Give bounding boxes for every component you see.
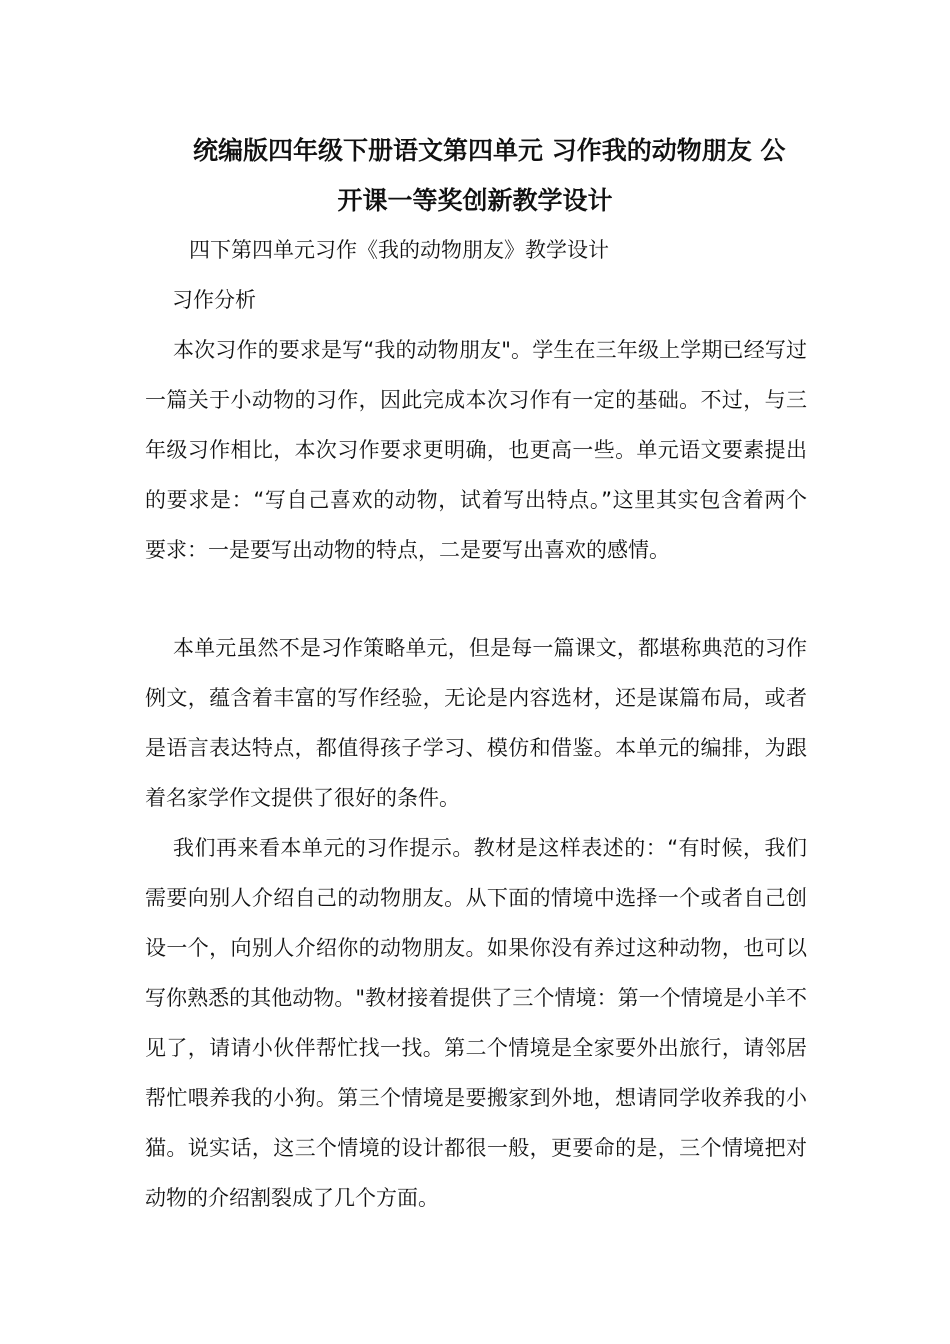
document-title-line-1: 统编版四年级下册语文第四单元 习作我的动物朋友 公: [193, 136, 786, 165]
document-subtitle: 四下第四单元习作《我的动物朋友》教学设计: [189, 238, 609, 262]
paragraph-2: 本单元虽然不是习作策略单元，但是每一篇课文，都堪称典范的习作例文，蕴含着丰富的写作经验，无论是内容选材，还是谋篇布局，或者是语言表达特点，都值得孩子学习、模仿和借鉴。本单元的编排，为跟着名家学作文提供了很好的条件。: [145, 636, 807, 810]
section-heading: 习作分析: [172, 288, 256, 312]
paragraph-3: 我们再来看本单元的习作提示。教材是这样表述的：“有时候，我们需要向别人介绍自己的动物朋友。从下面的情境中选择一个或者自己创设一个，向别人介绍你的动物朋友。如果你没有养过这种动物，也可以写你熟悉的其他动物。"教材接着提供了三个情境：第一个情境是小羊不见了，请请小伙伴帮忙找一找。第二个情境是全家要外出旅行，请邻居帮忙喂养我的小狗。第三个情境是要搬家到外地，想请同学收养我的小猫。说实话，这三个情境的设计都很一般，更要命的是，三个情境把对动物的介绍割裂成了几个方面。: [145, 836, 807, 1210]
document-title-line-2: 开课一等奖创新教学设计: [337, 186, 613, 215]
paragraph-1: 本次习作的要求是写“我的动物朋友"。学生在三年级上学期已经写过一篇关于小动物的习作，因此完成本次习作有一定的基础。不过，与三年级习作相比，本次习作要求更明确，也更高一些。单元语文要素提出的要求是：“写自己喜欢的动物，试着写出特点。”这里其实包含着两个要求：一是要写出动物的特点，二是要写出喜欢的感情。: [145, 338, 807, 562]
